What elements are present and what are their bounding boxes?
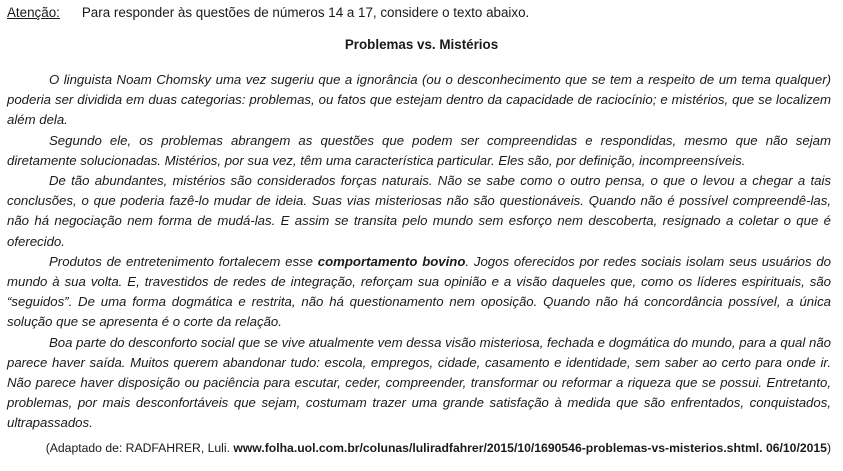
source-suffix: ) (826, 441, 831, 455)
instruction-text: Para responder às questões de números 14 a 17, considere o texto abaixo. (81, 5, 530, 20)
source-prefix: (Adaptado de: RADFAHRER, Luli. (45, 441, 234, 455)
article-title: Problemas vs. Mistérios (344, 37, 499, 52)
article-body (7, 70, 831, 434)
emphasis-comportamento-bovino: comportamento bovino (317, 253, 466, 269)
paragraph-5: Boa parte do desconforto social que se vive atualmente vem dessa visão misteriosa, fechada e dogmática do mundo, para a qual não parece haver saída. Muitos querem abandonar tudo: escola, empregos, cidade, casamento e identidade, sem saber ao certo para onde ir. Não parece haver disposição ou paciência para escutar, ceder, compreender, transformar ou reformar a riqueza que se possui. Entretanto, problemas, por mais desconfortáveis que sejam, costumam trazer uma grande satisfação à medida que são enfrentados, conquistados, ultrapassados. (7, 334, 831, 431)
paragraph-4-end: . Jogos oferecidos por redes sociais isolam seus usuários do mundo à sua volta. E, travestidos de redes de integração, reforçam sua opinião e a visão daqueles que, como os líderes espirituais, são “seguidos”. De uma forma dogmática e restrita, não há questionamento nem oposição. Quando não há concordância possível, a única solução que se apresenta é o corte da relação. (7, 253, 831, 330)
paragraph-3: De tão abundantes, mistérios são considerados forças naturais. Não se sabe como o outro pensa, o que o levou a chegar a tais conclusões, o que poderia fazê-lo mudar de ideia. Suas vias misteriosas não são questionáveis. Quando não é possível compreendê-las, não há negociação nem forma de mudá-las. E assim se transita pelo mundo sem esforço nem descoberta, resignado a coletar o que é oferecido. (7, 173, 831, 249)
attention-note (7, 4, 529, 22)
source-citation (46, 440, 831, 456)
paragraph-4-start: Produtos de entretenimento fortalecem esse (49, 253, 318, 269)
attention-label: Atenção: (7, 5, 60, 20)
source-url: www.folha.uol.com.br/colunas/luliradfahrer/2015/10/1690546-problemas-vs-misterios.shtml. 06/10/2015 (233, 441, 827, 455)
paragraph-1: O linguista Noam Chomsky uma vez sugeriu que a ignorância (ou o desconhecimento que se tem a respeito de um tema qualquer) poderia ser dividida em duas categorias: problemas, ou fatos que estejam dentro da capacidade de raciocínio; e mistérios, que se localizem além dela. (7, 72, 831, 128)
paragraph-4 (7, 252, 831, 333)
paragraph-2: Segundo ele, os problemas abrangem as questões que podem ser compreendidas e respondidas, mesmo que não sejam diretamente solucionadas. Mistérios, por sua vez, têm uma característica particular. Eles são, por definição, incompreensíveis. (7, 132, 831, 168)
